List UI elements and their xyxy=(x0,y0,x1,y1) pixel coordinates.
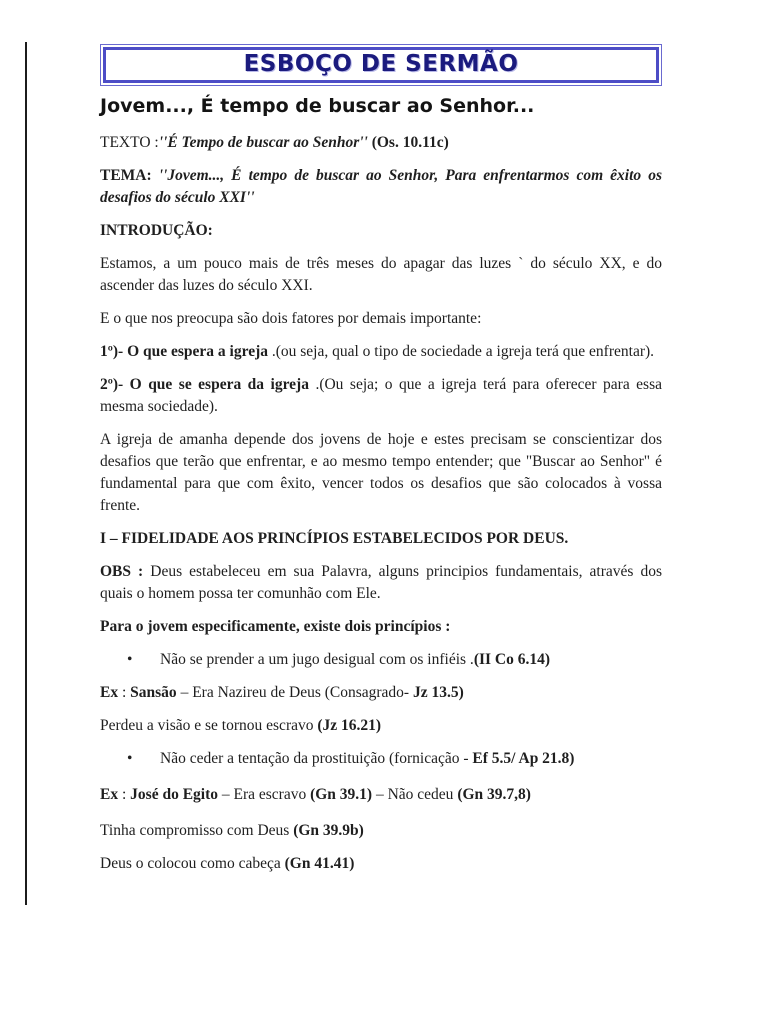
item-2 xyxy=(100,374,662,418)
document-heading: Jovem..., É tempo de buscar ao Senhor... xyxy=(100,95,535,117)
paragraph-tinha: Tinha compromisso com Deus (Gn 39.9b) xyxy=(100,822,364,839)
tinha-ref: (Gn 39.9b) xyxy=(293,822,364,839)
example-1-text: – Era Nazireu de Deus (Consagrado- xyxy=(176,684,413,701)
texto-quote: ''É Tempo de buscar ao Senhor'' xyxy=(158,134,368,151)
paragraph-cabeca: Deus o colocou como cabeça (Gn 41.41) xyxy=(100,855,355,872)
paragraph-perdeu: Perdeu a visão e se tornou escravo (Jz 16.21) xyxy=(100,717,382,734)
bullet-icon: • xyxy=(127,750,133,767)
item-2-rest: .(Ou seja; o que a igreja terá para oferecer para essa mesma sociedade). xyxy=(100,376,663,415)
paragraph-igreja: A igreja de amanha depende dos jovens de hoje e estes precisam se conscientizar dos desafios que terão que enfrentar, e ao mesmo tempo entender; que "Buscar ao Senhor" é fundamental para que com êxito, vencer todos os desafios que são colocados à vossa frente. xyxy=(100,431,662,514)
bullet-item-2 xyxy=(100,748,662,770)
texto-label: TEXTO : xyxy=(100,134,159,151)
cabeca-ref: (Gn 41.41) xyxy=(284,855,355,872)
tema-label: TEMA: xyxy=(100,167,152,184)
bullet-1-text: Não se prender a um jugo desigual com os infiéis . xyxy=(160,651,474,668)
texto-ref: (Os. 10.11c) xyxy=(367,134,449,151)
bullet-1-ref: (II Co 6.14) xyxy=(473,651,551,668)
example-2-text-1: – Era escravo xyxy=(218,786,311,803)
paragraph-fatores: E o que nos preocupa são dois fatores por demais importante: xyxy=(100,310,482,327)
bullet-2-ref: Ef 5.5/ Ap 21.8) xyxy=(472,750,575,767)
bullet-2-text: Não ceder a tentação da prostituição (fornicação - xyxy=(160,750,473,767)
tema-paragraph xyxy=(100,165,662,209)
bullet-icon: • xyxy=(127,651,133,668)
document-title: ESBOÇO DE SERMÃO xyxy=(243,51,519,77)
obs-label: OBS : xyxy=(100,563,144,580)
obs-rest: Deus estabeleceu em sua Palavra, alguns principios fundamentais, através dos quais o homem possa ter comunhão com Ele. xyxy=(100,563,662,602)
paragraph-estamos: Estamos, a um pouco mais de três meses do apagar das luzes ` do século XX, e do ascender das luzes do século XXI. xyxy=(100,255,662,294)
bullet-item-1 xyxy=(100,649,662,671)
perdeu-ref: (Jz 16.21) xyxy=(317,717,382,734)
example-2-label: Ex xyxy=(100,786,119,803)
tema-body: ''Jovem..., É tempo de buscar ao Senhor, Para enfrentarmos com êxito os desafios do século XXI'' xyxy=(100,167,662,206)
example-2-text-2: – Não cedeu xyxy=(372,786,458,803)
example-1-name: Sansão xyxy=(130,684,177,701)
obs-paragraph xyxy=(100,561,662,605)
title-box-inner xyxy=(103,47,659,83)
example-2-ref-2: (Gn 39.7,8) xyxy=(457,786,531,803)
example-2-name: José do Egito xyxy=(130,786,218,803)
example-1-label: Ex xyxy=(100,684,119,701)
paragraph-principios: Para o jovem especificamente, existe dois princípios : xyxy=(100,618,451,635)
example-1-ref: Jz 13.5) xyxy=(412,684,464,701)
item-1-rest: .(ou seja, qual o tipo de sociedade a igreja terá que enfrentar). xyxy=(267,343,655,360)
document-page xyxy=(100,44,662,886)
introducao-heading: INTRODUÇÃO: xyxy=(100,222,213,239)
example-2: Ex : José do Egito – Era escravo (Gn 39.1) – Não cedeu (Gn 39.7,8) xyxy=(100,786,531,803)
example-1: Ex : Sansão – Era Nazireu de Deus (Consagrado- Jz 13.5) xyxy=(100,684,464,701)
title-box xyxy=(100,44,662,86)
example-2-ref-1: (Gn 39.1) xyxy=(310,786,373,803)
page-left-rule xyxy=(25,42,27,905)
texto-paragraph xyxy=(100,132,662,154)
section-1-heading: I – FIDELIDADE AOS PRINCÍPIOS ESTABELECIDOS POR DEUS. xyxy=(100,530,569,547)
item-2-title: 2º)- O que se espera da igreja xyxy=(100,376,309,393)
item-1 xyxy=(100,341,662,363)
item-1-title: 1º)- O que espera a igreja xyxy=(100,343,268,360)
